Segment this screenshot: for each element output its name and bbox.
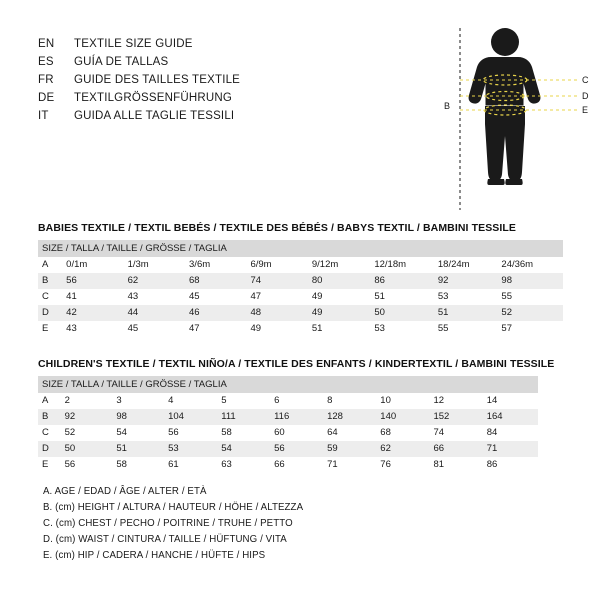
language-text: GUIDE DES TAILLES TEXTILE (74, 74, 241, 86)
table-cell: 52 (499, 305, 563, 321)
language-title-list (38, 38, 338, 128)
table-cell: 2 (64, 395, 70, 406)
figure-label-e: E (582, 105, 589, 115)
language-text: TEXTILE SIZE GUIDE (74, 38, 193, 50)
table-header-row (38, 376, 538, 393)
children-size-table (38, 376, 538, 473)
table-cell: 55 (501, 291, 512, 302)
table-cell: 55 (437, 323, 449, 334)
table-cell: 68 (380, 427, 391, 438)
table-cell: 6 (274, 395, 280, 406)
row-label: C (42, 427, 49, 438)
table-cell: 47 (189, 323, 200, 334)
table-cell: 54 (116, 427, 127, 438)
table-cell: 62 (126, 273, 187, 289)
table-row (38, 305, 563, 321)
table-cell: 140 (378, 409, 431, 425)
table-cell: 53 (374, 323, 385, 334)
table-cell: 51 (374, 291, 385, 302)
table-cell: 98 (114, 409, 166, 425)
language-row (38, 110, 338, 128)
table-cell: 80 (310, 273, 372, 289)
table-cell: 9/12m (311, 259, 339, 270)
row-label: B (38, 409, 63, 425)
table-cell: 104 (166, 409, 219, 425)
table-row (38, 393, 538, 409)
language-code: FR (38, 74, 54, 86)
babies-section-title: BABIES TEXTILE / TEXTIL BEBÉS / TEXTILE DES BÉBÉS / BABYS TEXTIL / BAMBINI TESSILE (38, 222, 517, 234)
table-cell: 42 (64, 305, 125, 321)
table-cell: 68 (187, 273, 248, 289)
table-cell: 71 (327, 459, 338, 470)
table-cell: 3/6m (189, 259, 211, 270)
table-cell: 64 (327, 427, 338, 438)
table-cell: 76 (380, 459, 391, 470)
language-row (38, 38, 338, 56)
table-cell: 56 (272, 441, 325, 457)
row-label: E (42, 323, 49, 334)
figure-label-c: C (582, 75, 589, 85)
table-cell: 66 (431, 441, 484, 457)
table-cell: 62 (378, 441, 431, 457)
table-cell: 5 (221, 395, 227, 406)
children-table-header: SIZE / TALLA / TAILLE / GRÖSSE / TAGLIA (38, 376, 538, 393)
table-cell: 56 (168, 427, 179, 438)
table-cell: 6/9m (250, 259, 272, 270)
row-label: D (38, 441, 63, 457)
language-row (38, 92, 338, 110)
row-label: A (42, 395, 49, 406)
legend-item-c: C. (cm) CHEST / PECHO / POITRINE / TRUHE / PETTO (43, 518, 293, 529)
table-cell: 86 (372, 273, 436, 289)
table-cell: 3 (116, 395, 122, 406)
table-cell: 44 (126, 305, 187, 321)
table-cell: 18/24m (437, 259, 470, 270)
table-cell: 8 (327, 395, 333, 406)
table-row (38, 257, 563, 273)
row-label: C (42, 291, 49, 302)
table-cell: 56 (64, 459, 76, 470)
figure-label-b: B (444, 101, 451, 111)
table-cell: 54 (219, 441, 272, 457)
legend-item-d: D. (cm) WAIST / CINTURA / TAILLE / HÜFTUNG / VITA (43, 534, 287, 545)
language-code: ES (38, 56, 54, 68)
table-cell: 56 (64, 273, 125, 289)
table-cell: 4 (168, 395, 174, 406)
table-cell: 86 (486, 459, 498, 470)
table-cell: 74 (433, 427, 445, 438)
table-cell: 51 (114, 441, 166, 457)
table-cell: 14 (486, 395, 498, 406)
table-row (38, 441, 538, 457)
table-cell: 116 (272, 409, 325, 425)
table-header-row (38, 240, 563, 257)
table-cell: 63 (221, 459, 232, 470)
language-row (38, 74, 338, 92)
table-cell: 59 (325, 441, 378, 457)
language-text: GUÍA DE TALLAS (74, 56, 169, 68)
table-cell: 58 (221, 427, 232, 438)
table-cell: 45 (127, 323, 139, 334)
table-cell: 1/3m (127, 259, 149, 270)
table-cell: 98 (499, 273, 563, 289)
table-row (38, 289, 563, 305)
table-row (38, 425, 538, 441)
babies-table-header: SIZE / TALLA / TAILLE / GRÖSSE / TAGLIA (38, 240, 563, 257)
child-silhouette-icon (469, 28, 541, 185)
table-cell: 52 (64, 427, 76, 438)
table-cell: 128 (325, 409, 378, 425)
language-code: IT (38, 110, 49, 122)
table-cell: 71 (485, 441, 538, 457)
table-cell: 47 (250, 291, 262, 302)
language-text: GUIDA ALLE TAGLIE TESSILI (74, 110, 235, 122)
row-label: E (42, 459, 49, 470)
table-cell: 164 (485, 409, 538, 425)
table-cell: 81 (433, 459, 445, 470)
table-cell: 45 (189, 291, 200, 302)
table-cell: 74 (248, 273, 309, 289)
table-cell: 58 (116, 459, 127, 470)
table-cell: 41 (66, 291, 77, 302)
table-cell: 46 (187, 305, 248, 321)
table-cell: 51 (311, 323, 323, 334)
table-cell: 24/36m (501, 259, 534, 270)
table-cell: 12 (433, 395, 445, 406)
table-cell: 43 (127, 291, 139, 302)
legend-item-a: A. AGE / EDAD / ÂGE / ALTER / ETÀ (43, 486, 207, 497)
table-cell: 50 (372, 305, 436, 321)
language-text: TEXTILGRÖSSENFÜHRUNG (74, 92, 232, 104)
table-cell: 50 (63, 441, 115, 457)
language-code: EN (38, 38, 55, 50)
language-row (38, 56, 338, 74)
figure-label-d: D (582, 91, 589, 101)
table-cell: 53 (437, 291, 449, 302)
table-cell: 12/18m (374, 259, 407, 270)
table-cell: 60 (274, 427, 285, 438)
table-cell: 84 (486, 427, 498, 438)
table-cell: 61 (168, 459, 179, 470)
table-row (38, 321, 563, 337)
table-cell: 92 (436, 273, 500, 289)
table-row (38, 409, 538, 425)
table-cell: 66 (274, 459, 285, 470)
language-code: DE (38, 92, 55, 104)
table-cell: 111 (219, 409, 272, 425)
table-cell: 0/1m (66, 259, 88, 270)
table-cell: 49 (311, 291, 323, 302)
table-cell: 152 (431, 409, 484, 425)
table-cell: 49 (310, 305, 372, 321)
row-label: D (38, 305, 64, 321)
table-row (38, 273, 563, 289)
table-cell: 48 (248, 305, 309, 321)
table-cell: 10 (380, 395, 391, 406)
table-cell: 43 (66, 323, 77, 334)
table-cell: 57 (501, 323, 512, 334)
row-label: A (42, 259, 49, 270)
measurement-legend (43, 484, 473, 564)
table-cell: 49 (250, 323, 262, 334)
table-cell: 53 (166, 441, 219, 457)
babies-size-table (38, 240, 563, 337)
legend-item-e: E. (cm) HIP / CADERA / HANCHE / HÜFTE / HIPS (43, 550, 266, 561)
body-measurement-diagram (430, 24, 590, 214)
legend-item-b: B. (cm) HEIGHT / ALTURA / HAUTEUR / HÖHE / ALTEZZA (43, 502, 304, 513)
table-row (38, 457, 538, 473)
table-cell: 51 (436, 305, 500, 321)
children-section-title: CHILDREN'S TEXTILE / TEXTIL NIÑO/A / TEXTILE DES ENFANTS / KINDERTEXTIL / BAMBINI TESSILE (38, 358, 555, 370)
row-label: B (38, 273, 64, 289)
table-cell: 92 (63, 409, 115, 425)
